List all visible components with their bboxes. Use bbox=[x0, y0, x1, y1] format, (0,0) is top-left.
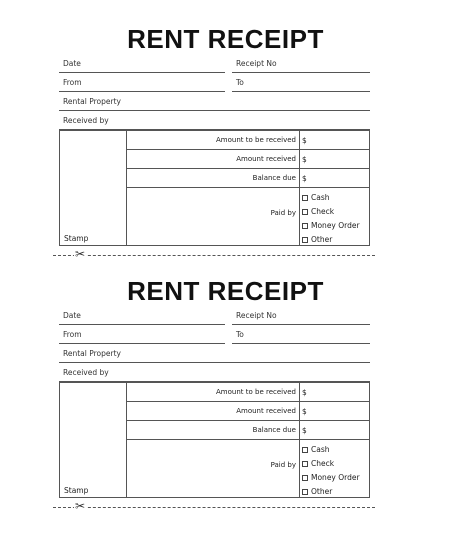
checkbox-icon bbox=[302, 223, 308, 229]
received-by-field[interactable] bbox=[59, 116, 370, 130]
checkbox-icon bbox=[302, 475, 308, 481]
scissors-icon: ✂ bbox=[75, 247, 86, 261]
rental-property-field[interactable] bbox=[59, 349, 370, 363]
stamp-area bbox=[60, 131, 127, 245]
date-label: Date bbox=[63, 59, 81, 68]
rent-receipt-1 bbox=[0, 0, 451, 252]
received-by-label: Received by bbox=[63, 116, 109, 125]
balance-due-field[interactable] bbox=[300, 421, 369, 440]
paid-by-label: Paid by bbox=[270, 461, 296, 469]
currency-symbol: $ bbox=[302, 426, 307, 435]
receipt-no-label: Receipt No bbox=[236, 311, 277, 320]
from-label: From bbox=[63, 330, 82, 339]
option-label: Money Order bbox=[311, 221, 360, 230]
option-cash[interactable] bbox=[302, 193, 330, 202]
amount-received-label: Amount received bbox=[236, 155, 296, 163]
currency-symbol: $ bbox=[302, 155, 307, 164]
to-label: To bbox=[236, 330, 244, 339]
amount-to-be-received-label: Amount to be received bbox=[216, 136, 296, 144]
from-field[interactable] bbox=[59, 78, 225, 92]
option-label: Cash bbox=[311, 445, 330, 454]
payment-values-column bbox=[300, 131, 369, 245]
received-by-label: Received by bbox=[63, 368, 109, 377]
currency-symbol: $ bbox=[302, 407, 307, 416]
receipt-title: RENT RECEIPT bbox=[127, 24, 324, 54]
checkbox-icon bbox=[302, 237, 308, 243]
amount-to-be-received-label: Amount to be received bbox=[216, 388, 296, 396]
to-field[interactable] bbox=[232, 330, 370, 344]
currency-symbol: $ bbox=[302, 174, 307, 183]
checkbox-icon bbox=[302, 447, 308, 453]
from-label: From bbox=[63, 78, 82, 87]
to-field[interactable] bbox=[232, 78, 370, 92]
option-label: Check bbox=[311, 207, 335, 216]
cut-line bbox=[53, 507, 375, 508]
amount-received-label: Amount received bbox=[236, 407, 296, 415]
option-check[interactable] bbox=[302, 207, 334, 216]
balance-due-label: Balance due bbox=[252, 174, 296, 182]
rental-property-field[interactable] bbox=[59, 97, 370, 111]
option-other[interactable] bbox=[302, 487, 332, 496]
payment-labels-column bbox=[127, 131, 300, 245]
rental-property-label: Rental Property bbox=[63, 349, 121, 358]
rental-property-label: Rental Property bbox=[63, 97, 121, 106]
option-label: Other bbox=[311, 235, 333, 244]
date-label: Date bbox=[63, 311, 81, 320]
rent-receipt-2 bbox=[0, 252, 451, 504]
receipt-no-field[interactable] bbox=[232, 59, 370, 73]
received-by-field[interactable] bbox=[59, 368, 370, 382]
paid-by-label: Paid by bbox=[270, 209, 296, 217]
stamp-label: Stamp bbox=[64, 234, 89, 243]
from-field[interactable] bbox=[59, 330, 225, 344]
option-label: Check bbox=[311, 459, 335, 468]
checkbox-icon bbox=[302, 461, 308, 467]
payment-table bbox=[59, 382, 370, 498]
option-check[interactable] bbox=[302, 459, 334, 468]
date-field[interactable] bbox=[59, 59, 225, 73]
date-field[interactable] bbox=[59, 311, 225, 325]
payment-values-column bbox=[300, 383, 369, 497]
balance-due-label: Balance due bbox=[252, 426, 296, 434]
currency-symbol: $ bbox=[302, 136, 307, 145]
amount-to-be-received-field[interactable] bbox=[300, 383, 369, 402]
option-label: Money Order bbox=[311, 473, 360, 482]
payment-labels-column bbox=[127, 383, 300, 497]
balance-due-field[interactable] bbox=[300, 169, 369, 188]
option-label: Cash bbox=[311, 193, 330, 202]
to-label: To bbox=[236, 78, 244, 87]
payment-table bbox=[59, 130, 370, 246]
amount-received-field[interactable] bbox=[300, 150, 369, 169]
checkbox-icon bbox=[302, 489, 308, 495]
option-other[interactable] bbox=[302, 235, 332, 244]
option-money-order[interactable] bbox=[302, 221, 360, 230]
stamp-area bbox=[60, 383, 127, 497]
option-money-order[interactable] bbox=[302, 473, 360, 482]
currency-symbol: $ bbox=[302, 388, 307, 397]
option-cash[interactable] bbox=[302, 445, 330, 454]
scissors-icon: ✂ bbox=[75, 499, 86, 513]
stamp-label: Stamp bbox=[64, 486, 89, 495]
receipt-title: RENT RECEIPT bbox=[127, 276, 324, 306]
checkbox-icon bbox=[302, 195, 308, 201]
amount-received-field[interactable] bbox=[300, 402, 369, 421]
amount-to-be-received-field[interactable] bbox=[300, 131, 369, 150]
receipt-no-label: Receipt No bbox=[236, 59, 277, 68]
checkbox-icon bbox=[302, 209, 308, 215]
receipt-no-field[interactable] bbox=[232, 311, 370, 325]
option-label: Other bbox=[311, 487, 333, 496]
